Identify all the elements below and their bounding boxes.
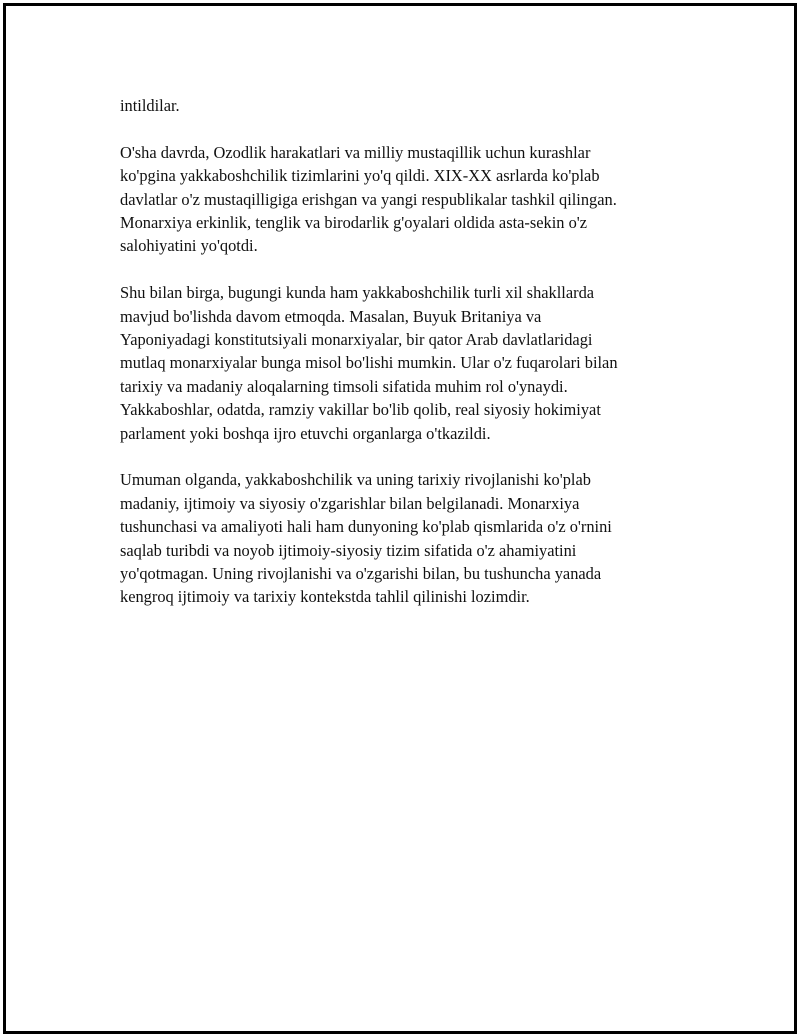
- text-line: O'sha davrda, Ozodlik harakatlari va milliy mustaqillik uchun kurashlar: [120, 142, 591, 162]
- text-line: Monarxiya erkinlik, tenglik va birodarlik g'oyalari oldida asta-sekin o'z: [120, 213, 587, 233]
- text-line: Umuman olganda, yakkaboshchilik va uning tarixiy rivojlanishi ko'plab: [120, 470, 591, 490]
- text-line: Yakkaboshlar, odatda, ramziy vakillar bo'lib qolib, real siyosiy hokimiyat: [120, 400, 601, 420]
- document-body: [120, 94, 710, 632]
- text-line: kengroq ijtimoiy va tarixiy kontekstda tahlil qilinishi lozimdir.: [120, 587, 530, 607]
- text-line: mutlaq monarxiyalar bunga misol bo'lishi mumkin. Ular o'z fuqarolari bilan: [120, 353, 618, 373]
- text-line: parlament yoki boshqa ijro etuvchi organlarga o'tkazildi.: [120, 423, 491, 443]
- text-line: Yaponiyadagi konstitutsiyali monarxiyalar, bir qator Arab davlatlaridagi: [120, 330, 593, 350]
- text-line: tushunchasi va amaliyoti hali ham dunyoning ko'plab qismlarida o'z o'rnini: [120, 517, 612, 537]
- text-line: davlatlar o'z mustaqilligiga erishgan va yangi respublikalar tashkil qilingan.: [120, 189, 617, 209]
- paragraph-2: [120, 141, 710, 258]
- text-line: madaniy, ijtimoiy va siyosiy o'zgarishlar bilan belgilanadi. Monarxiya: [120, 493, 580, 513]
- paragraph-4: [120, 468, 710, 608]
- page-frame: [3, 3, 797, 1034]
- text-line: intildilar.: [120, 96, 180, 115]
- text-line: Shu bilan birga, bugungi kunda ham yakkaboshchilik turli xil shakllarda: [120, 283, 595, 303]
- text-line: ko'pgina yakkaboshchilik tizimlarini yo'q qildi. XIX-XX asrlarda ko'plab: [120, 166, 600, 186]
- paragraph-1: [120, 94, 710, 117]
- text-line: mavjud bo'lishda davom etmoqda. Masalan, Buyuk Britaniya va: [120, 306, 542, 326]
- text-line: tarixiy va madaniy aloqalarning timsoli sifatida muhim rol o'ynaydi.: [120, 376, 568, 396]
- paragraph-3: [120, 281, 710, 445]
- text-line: salohiyatini yo'qotdi.: [120, 236, 258, 256]
- text-line: saqlab turibdi va noyob ijtimoiy-siyosiy tizim sifatida o'z ahamiyatini: [120, 540, 577, 560]
- text-line: yo'qotmagan. Uning rivojlanishi va o'zgarishi bilan, bu tushuncha yanada: [120, 564, 602, 584]
